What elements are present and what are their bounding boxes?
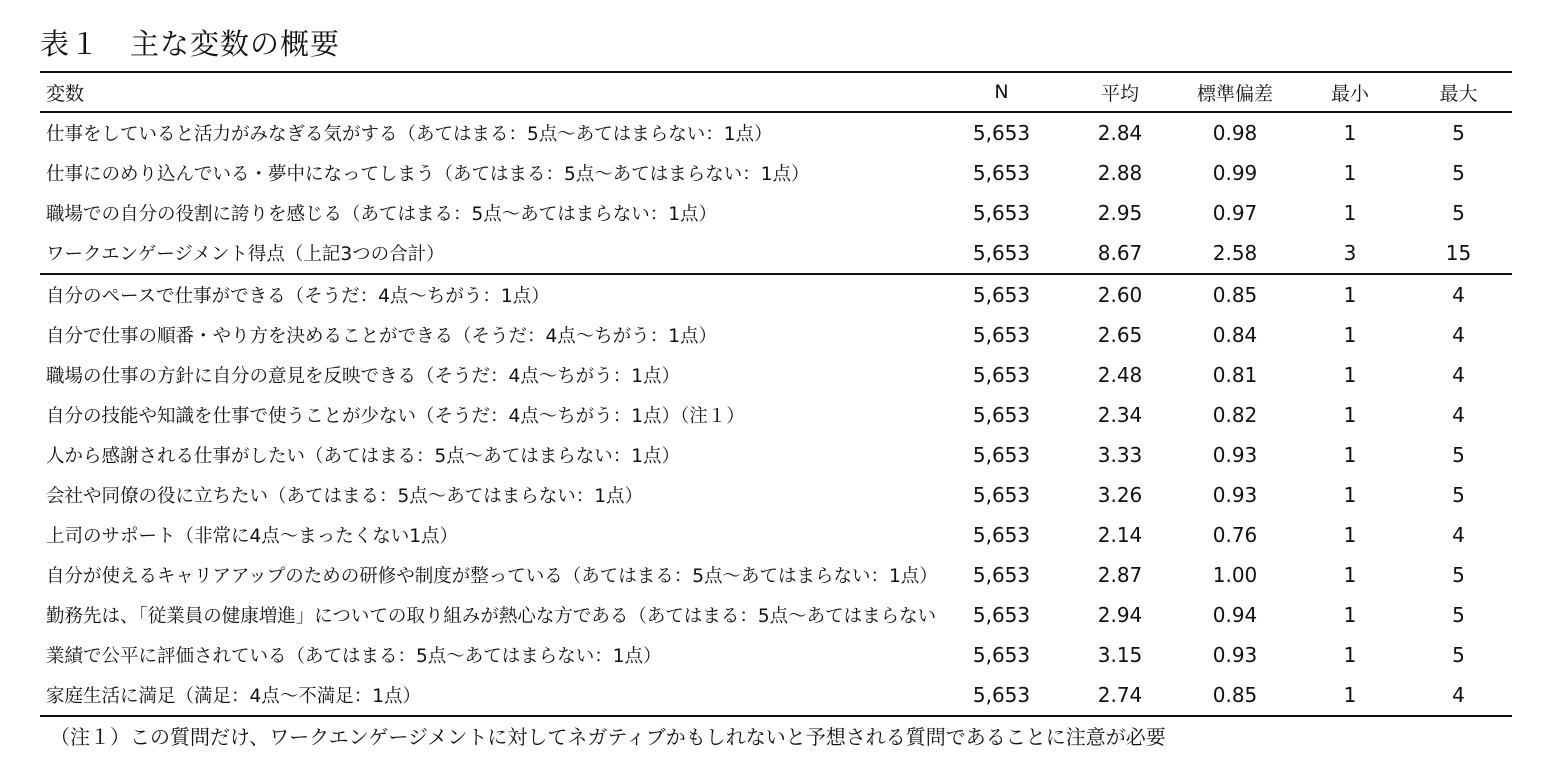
row-min: 1	[1343, 683, 1357, 707]
table-row	[40, 515, 1512, 555]
row-min: 1	[1343, 323, 1357, 347]
row-min: 1	[1343, 363, 1357, 387]
row-variable: 自分の技能や知識を仕事で使うことが少ない（そうだ：4点～ちがう：1点）（注１）	[46, 406, 745, 427]
row-max: 4	[1452, 283, 1465, 307]
row-variable: 会社や同僚の役に立ちたい（あてはまる：5点～あてはまらない：1点）	[46, 486, 644, 507]
row-sd: 0.76	[1212, 523, 1258, 547]
row-sd: 0.81	[1212, 363, 1258, 387]
row-mean: 3.15	[1097, 643, 1143, 667]
row-variable: 仕事をしていると活力がみなぎる気がする（あてはまる：5点～あてはまらない：1点）	[46, 124, 773, 145]
table-row	[40, 355, 1512, 395]
row-max: 5	[1452, 483, 1465, 507]
table-row	[40, 112, 1512, 153]
row-max: 5	[1452, 443, 1465, 467]
row-mean: 2.74	[1097, 683, 1143, 707]
row-variable: 職場の仕事の方針に自分の意見を反映できる（そうだ：4点～ちがう：1点）	[46, 366, 681, 387]
row-n: 5,653	[972, 483, 1031, 507]
row-n: 5,653	[972, 563, 1031, 587]
row-sd: 0.84	[1212, 323, 1258, 347]
table-row	[40, 274, 1512, 315]
row-max: 5	[1452, 603, 1465, 627]
table-row	[40, 595, 1512, 635]
row-min: 1	[1343, 443, 1357, 467]
row-min: 3	[1343, 241, 1357, 265]
table-title: 表１ 主な変数の概要	[40, 27, 341, 61]
header-sd: 標準偏差	[1196, 82, 1273, 105]
row-variable: 勤務先は、「従業員の健康増進」についての取り組みが熱心な方である（あてはまる：5点～あてはまらない	[46, 606, 937, 627]
row-mean: 2.14	[1097, 523, 1143, 547]
row-min: 1	[1343, 483, 1357, 507]
table-row	[40, 193, 1512, 233]
row-n: 5,653	[972, 643, 1031, 667]
table-row	[40, 675, 1512, 716]
table-row	[40, 395, 1512, 435]
table-row	[40, 635, 1512, 675]
row-min: 1	[1343, 201, 1357, 225]
table-row	[40, 233, 1512, 274]
row-mean: 2.84	[1097, 121, 1143, 145]
row-max: 5	[1452, 121, 1465, 145]
row-n: 5,653	[972, 161, 1031, 185]
row-variable: 自分のペースで仕事ができる（そうだ：4点～ちがう：1点）	[46, 286, 550, 307]
header-max: 最大	[1439, 82, 1478, 105]
row-max: 4	[1452, 403, 1465, 427]
row-variable: 人から感謝される仕事がしたい（あてはまる：5点～あてはまらない：1点）	[46, 446, 681, 467]
table-row	[40, 153, 1512, 193]
row-sd: 2.58	[1212, 241, 1258, 265]
row-n: 5,653	[972, 323, 1031, 347]
row-n: 5,653	[972, 523, 1031, 547]
row-min: 1	[1343, 283, 1357, 307]
table-row	[40, 475, 1512, 515]
row-min: 1	[1343, 523, 1357, 547]
row-mean: 2.95	[1097, 201, 1143, 225]
row-max: 5	[1452, 161, 1465, 185]
header-variable: 変数	[46, 82, 85, 105]
row-min: 1	[1343, 643, 1357, 667]
row-n: 5,653	[972, 201, 1031, 225]
row-sd: 0.85	[1212, 283, 1258, 307]
table-row	[40, 315, 1512, 355]
row-sd: 0.97	[1212, 201, 1258, 225]
row-mean: 3.26	[1097, 483, 1143, 507]
row-n: 5,653	[972, 241, 1031, 265]
table-header-row	[40, 72, 1512, 112]
footnote: （注１）この質問だけ、ワークエンゲージメントに対してネガティブかもしれないと予想される質問であることに注意が必要	[50, 725, 1166, 749]
row-max: 4	[1452, 683, 1465, 707]
row-n: 5,653	[972, 603, 1031, 627]
row-n: 5,653	[972, 283, 1031, 307]
row-max: 5	[1452, 563, 1465, 587]
row-max: 5	[1452, 643, 1465, 667]
row-sd: 0.99	[1212, 161, 1258, 185]
row-sd: 0.93	[1212, 443, 1258, 467]
row-sd: 0.85	[1212, 683, 1258, 707]
row-min: 1	[1343, 563, 1357, 587]
row-sd: 0.98	[1212, 121, 1258, 145]
row-variable: 自分で仕事の順番・やり方を決めることができる（そうだ：4点～ちがう：1点）	[46, 326, 718, 347]
row-min: 1	[1343, 603, 1357, 627]
table-row	[40, 435, 1512, 475]
row-n: 5,653	[972, 363, 1031, 387]
row-mean: 3.33	[1097, 443, 1143, 467]
row-variable: 上司のサポート（非常に4点～まったくない1点）	[46, 526, 459, 547]
row-min: 1	[1343, 403, 1357, 427]
header-n: N	[994, 81, 1009, 103]
table-row	[40, 555, 1512, 595]
row-variable: ワークエンゲージメント得点（上記3つの合計）	[46, 244, 445, 265]
row-mean: 2.88	[1097, 161, 1143, 185]
row-mean: 2.34	[1097, 403, 1143, 427]
row-min: 1	[1343, 161, 1357, 185]
row-sd: 0.93	[1212, 483, 1258, 507]
row-n: 5,653	[972, 403, 1031, 427]
row-variable: 自分が使えるキャリアアップのための研修や制度が整っている（あてはまる：5点～あてはまらない：1点）	[46, 566, 938, 587]
summary-table-container	[40, 71, 1512, 717]
row-mean: 2.94	[1097, 603, 1143, 627]
row-sd: 0.93	[1212, 643, 1258, 667]
row-min: 1	[1343, 121, 1357, 145]
row-max: 5	[1452, 201, 1465, 225]
row-mean: 8.67	[1097, 241, 1143, 265]
row-n: 5,653	[972, 121, 1031, 145]
row-variable: 仕事にのめり込んでいる・夢中になってしまう（あてはまる：5点～あてはまらない：1点）	[46, 164, 810, 185]
row-max: 4	[1452, 323, 1465, 347]
row-max: 4	[1452, 363, 1465, 387]
header-mean: 平均	[1100, 82, 1139, 105]
header-min: 最小	[1330, 82, 1369, 105]
row-max: 4	[1452, 523, 1465, 547]
row-mean: 2.60	[1097, 283, 1143, 307]
row-n: 5,653	[972, 443, 1031, 467]
row-variable: 職場での自分の役割に誇りを感じる（あてはまる：5点～あてはまらない：1点）	[46, 204, 718, 225]
row-mean: 2.48	[1097, 363, 1143, 387]
row-max: 15	[1445, 241, 1472, 265]
row-mean: 2.65	[1097, 323, 1143, 347]
row-sd: 1.00	[1212, 563, 1258, 587]
row-variable: 家庭生活に満足（満足：4点～不満足：1点）	[46, 686, 422, 707]
summary-table	[40, 71, 1512, 717]
row-n: 5,653	[972, 683, 1031, 707]
row-variable: 業績で公平に評価されている（あてはまる：5点～あてはまらない：1点）	[46, 646, 662, 667]
row-sd: 0.94	[1212, 603, 1258, 627]
row-mean: 2.87	[1097, 563, 1143, 587]
row-sd: 0.82	[1212, 403, 1258, 427]
